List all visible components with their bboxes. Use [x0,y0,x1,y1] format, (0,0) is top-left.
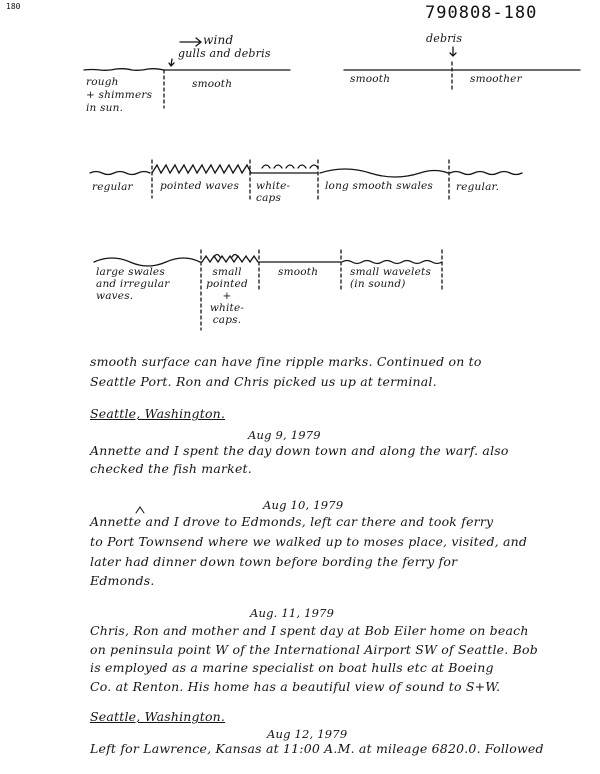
journal-line: Annette and I spent the day down town and along the warf. also [90,443,509,458]
journal-line: later had dinner down town before bording the ferry for [90,554,458,569]
journal-line: is employed as a marine specialist on boat hulls etc at Boeing [90,660,494,675]
location-heading: Seattle, Washington. [90,406,226,421]
page-number: 180 [6,2,21,11]
journal-line: Left for Lawrence, Kansas at 11:00 A.M. at mileage 6820.0. Followed [90,741,544,756]
wind-annotation: wind [203,33,234,47]
pointed-wave-line [152,165,251,173]
entry-date: Aug 12, 1979 [267,727,348,741]
regular-wave-line [90,172,150,175]
large-swale-line [94,258,200,266]
location-heading: Seattle, Washington. [90,709,226,724]
sketch2-label-swales: long smooth swales [325,180,434,192]
sketch3-label-wavelets: small wavelets (in sound) [350,266,432,290]
sketch3-label-large-swales: large swales and irregular waves. [96,266,170,302]
debris-arrow [450,47,456,56]
sketch2-label-regular: regular [92,181,133,193]
journal-line: smooth surface can have fine ripple marks. Continued on to [90,354,482,369]
wavelet-line [342,261,442,264]
regular-wave-line-2 [450,172,522,175]
sketch1-label-smooth: smooth [192,78,233,90]
journal-line: Co. at Renton. His home has a beautiful view of sound to S+W. [90,679,501,694]
whitecap-curls [262,165,318,168]
rough-surface-line [84,69,164,71]
entry-date: Aug 9, 1979 [248,428,321,442]
sketch2-label-regular-2: regular. [456,181,500,193]
sketch3-label-small-pointed: small pointed + white- caps. [206,266,248,326]
sketch1-label-smoother: smoother [470,73,522,85]
journal-line: Annette and I drove to Edmonds, left car there and took ferry [90,514,494,529]
entry-date: Aug. 11, 1979 [250,606,335,620]
entry-date: Aug 10, 1979 [263,498,344,512]
journal-line: to Port Townsend where we walked up to moses place, visited, and [90,534,528,549]
debris-annotation: debris [426,32,463,45]
swale-line [320,169,448,177]
sketch1-label-rough: rough + shimmers in sun. [86,76,153,114]
journal-line: checked the fish market. [90,461,252,476]
journal-line: on peninsula point W of the International Airport SW of Seattle. Bob [90,642,538,657]
wind-arrow [180,38,201,46]
sketch1-label-smooth-2: smooth [350,73,391,85]
annotation-caret [136,507,144,513]
sketch3-label-smooth: smooth [278,266,319,278]
journal-line: Seattle Port. Ron and Chris picked us up at terminal. [90,374,437,389]
sketch2-label-whitecaps: white- caps [256,180,291,204]
journal-line: Edmonds. [90,573,155,588]
sketch2-label-pointed: pointed waves [160,180,240,192]
wind-pointer [169,59,174,66]
small-whitecap-curls [214,255,238,258]
journal-line: Chris, Ron and mother and I spent day at Bob Eiler home on beach [90,623,529,638]
small-pointed-line [202,256,258,262]
record-id: 790808-180 [425,3,538,23]
gulls-debris-annotation: gulls and debris [178,47,271,60]
